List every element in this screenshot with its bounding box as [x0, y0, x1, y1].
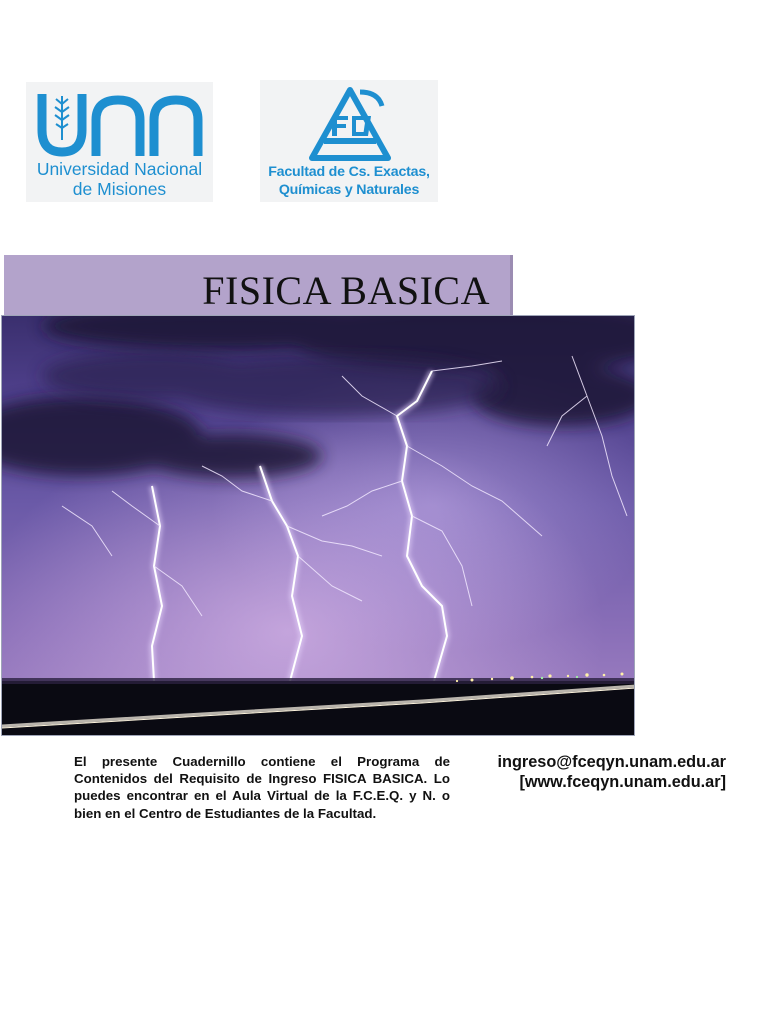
fce-name-line2: Químicas y Naturales: [278, 182, 420, 198]
description-text: El presente Cuadernillo contiene el Programa de Contenidos del Requisito de Ingreso FISICA BASICA. Lo puedes encontrar en el Aula Virtual de la F.C.E.Q. y N. o bien en el Centro de Estudiantes de la Facultad.: [74, 754, 450, 821]
contact-email[interactable]: ingreso@fceqyn.unam.edu.ar: [497, 753, 726, 771]
fce-name-line1: Facultad de Cs. Exactas,: [268, 164, 430, 180]
fce-emblem-icon: [308, 86, 392, 162]
page-title: FISICA BASICA: [202, 268, 490, 313]
fce-logo: [260, 80, 438, 202]
title-band: [4, 255, 513, 317]
unam-logo: [26, 82, 213, 202]
unam-monogram-icon: [36, 90, 204, 162]
contact-block: [462, 752, 726, 792]
contact-website[interactable]: [www.fceqyn.unam.edu.ar]: [519, 773, 726, 791]
storm-lightning-photo: [1, 315, 635, 736]
unam-name-line1: Universidad Nacional: [36, 159, 203, 179]
unam-name-line2: de Misiones: [72, 179, 167, 199]
